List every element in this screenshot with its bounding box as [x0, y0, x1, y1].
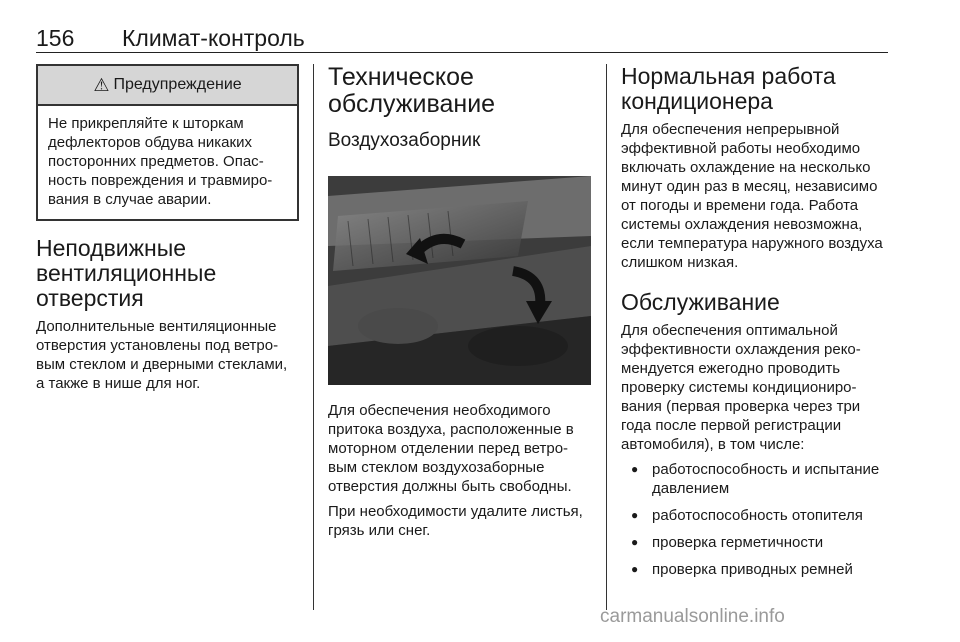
warning-title: Предупреждение: [113, 76, 242, 93]
service-heading: Техническое обслуживание: [328, 63, 496, 118]
warning-triangle-icon: ⚠: [93, 74, 110, 95]
ac-operation-heading: Нормальная работа кондиционера: [621, 63, 836, 114]
maintenance-text: Для обеспечения оптимальной эффективности охлаждения рекомендуется ежегодно проводить проверку системы кондиционирования (первая проверка через три года после первой регистрации автомобиля), в том числе:: [621, 322, 861, 453]
fixed-vents-text: Дополнительные вентиляционные отверстия установлены под ветровым стеклом и дверными стеклами, а также в нише для ног.: [36, 318, 288, 392]
list-item: ● проверка приводных ремней: [621, 560, 888, 579]
column-divider-1: [313, 64, 314, 610]
page-number: 156: [36, 25, 75, 51]
air-intake-photo: [328, 176, 591, 385]
column-divider-2: [606, 64, 607, 610]
list-item: ● проверка герметичности: [621, 533, 888, 552]
column-right: [621, 64, 888, 587]
column-left: [36, 64, 299, 393]
chapter-title: Климат-контроль: [122, 25, 305, 51]
column-middle: [328, 64, 591, 540]
warning-text: Не прикрепляйте к шторкам дефлекторов обдува никаких посторонних предметов. Опасность повреждения и травмирования в случае аварии.: [48, 115, 273, 208]
watermark: carmanualsonline.info: [600, 606, 785, 627]
air-intake-subheading: Воздухозаборник: [328, 130, 481, 151]
ac-operation-text: Для обеспечения непрерывной эффективной работы необходимо включать охлаждение на несколько минут один раз в месяц, независимо от погоды и времени года. Работа системы охлаждения невозможна, если температура наружного воздуха слишком низкая.: [621, 121, 883, 271]
warning-box: [36, 64, 299, 221]
fixed-vents-heading: Неподвижные вентиляционные отверстия: [36, 235, 217, 311]
maintenance-heading: Обслуживание: [621, 289, 780, 315]
air-intake-text-1: Для обеспечения необходимого притока воздуха, расположенные в моторном отделении перед ветровым стеклом воздухозаборные отверстия должны быть свободны.: [328, 402, 574, 495]
air-intake-illustration: [328, 176, 591, 385]
page-header: [36, 18, 888, 53]
list-item: ● работоспособность и испытание давлением: [621, 460, 888, 498]
warning-header: [38, 66, 297, 106]
air-intake-text-2: При необходимости удалите листья, грязь или снег.: [328, 503, 583, 539]
maintenance-list: [621, 460, 888, 579]
list-item: ● работоспособность отопителя: [621, 506, 888, 525]
